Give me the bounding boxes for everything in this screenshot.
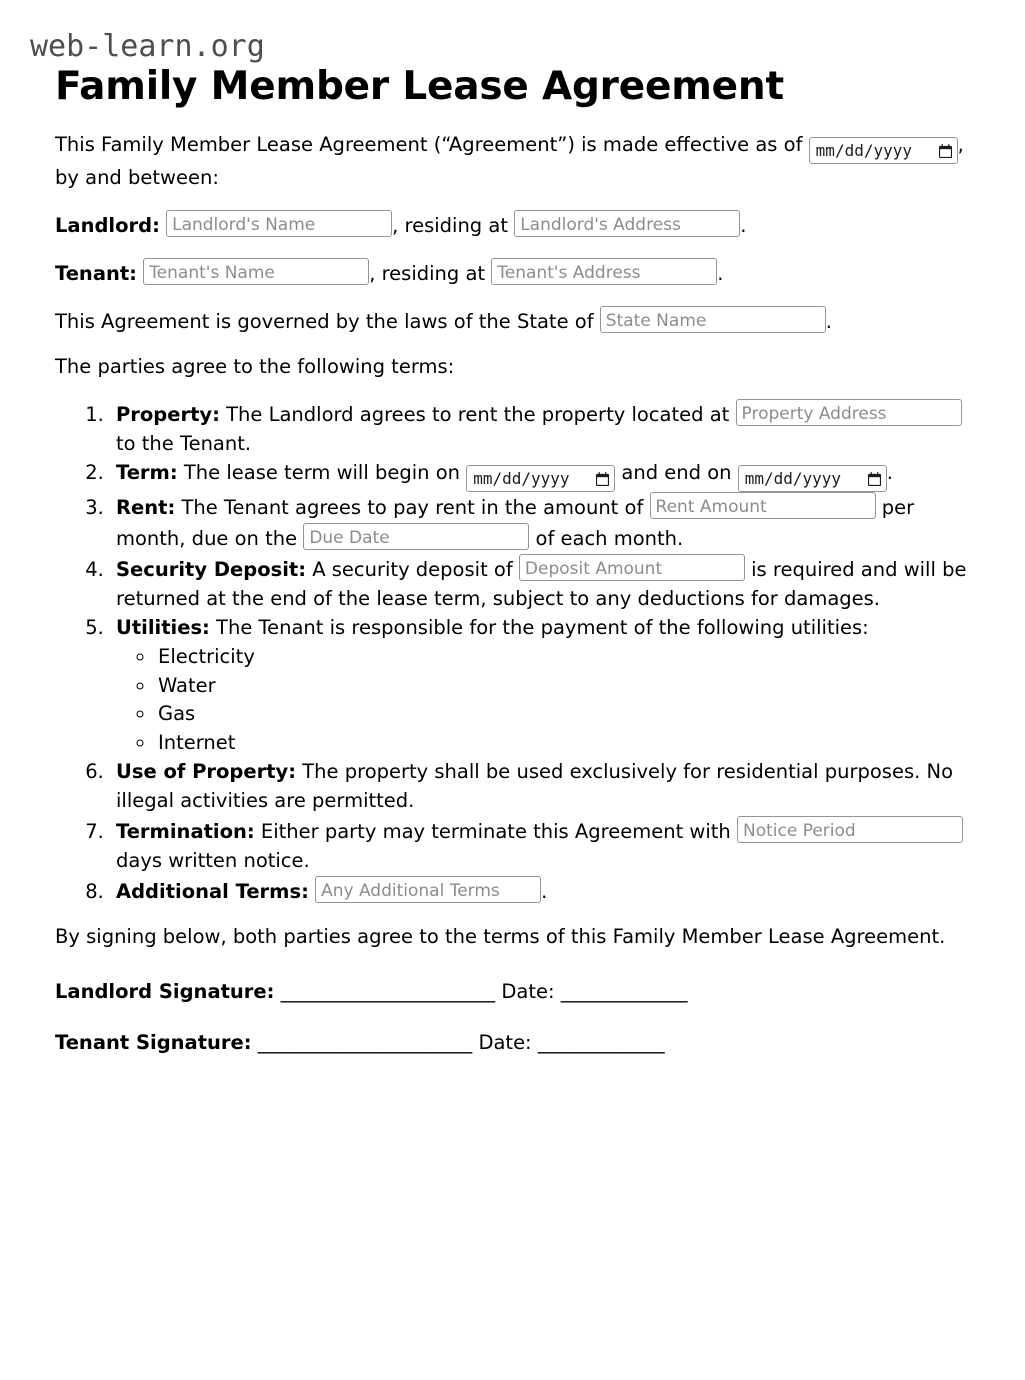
site-logo: web-learn.org bbox=[30, 29, 265, 64]
list-item: ◦ Gas bbox=[156, 700, 977, 729]
closing-paragraph: By signing below, both parties agree to the terms of this Family Member Lease Agreement. bbox=[55, 925, 946, 949]
term-text-before: The lease term will begin on bbox=[177, 461, 460, 485]
rent-amount-input[interactable] bbox=[650, 492, 876, 519]
landlord-signature-line[interactable]: ______________________ bbox=[280, 980, 496, 1004]
landlord-residing-text: , residing at bbox=[392, 213, 508, 237]
intro-paragraph bbox=[55, 131, 977, 193]
calendar-icon[interactable] bbox=[596, 472, 609, 486]
utilities-list bbox=[116, 643, 977, 758]
termination-label: Termination: bbox=[116, 819, 255, 843]
property-address-placeholder: Property Address bbox=[741, 404, 887, 425]
additional-terms-input[interactable] bbox=[315, 876, 541, 903]
additional-terms-label: Additional Terms: bbox=[116, 879, 309, 903]
lease-start-date-input[interactable] bbox=[466, 465, 615, 492]
notice-period-placeholder: Notice Period bbox=[742, 820, 856, 841]
property-address-input[interactable] bbox=[736, 399, 962, 426]
term-item-term bbox=[110, 459, 977, 492]
landlord-date-line[interactable]: _____________ bbox=[560, 980, 688, 1004]
landlord-address-placeholder: Landlord's Address bbox=[520, 214, 681, 235]
document-body bbox=[28, 131, 997, 953]
calendar-icon[interactable] bbox=[868, 472, 881, 486]
term-item-security-deposit bbox=[110, 554, 977, 614]
landlord-paragraph bbox=[55, 210, 977, 241]
term-item-property bbox=[110, 399, 977, 459]
property-text-before: The Landlord agrees to rent the property located at bbox=[219, 403, 730, 427]
security-deposit-label: Security Deposit: bbox=[116, 558, 307, 582]
landlord-date-label: Date: bbox=[501, 980, 555, 1004]
rent-amount-placeholder: Rent Amount bbox=[655, 497, 767, 518]
lease-end-date-input[interactable] bbox=[738, 465, 887, 492]
lease-start-date-placeholder: mm/dd/yyyy bbox=[473, 469, 570, 489]
term-label: Term: bbox=[116, 461, 178, 485]
tenant-signature-row bbox=[55, 1029, 997, 1058]
page-title: Family Member Lease Agreement bbox=[55, 64, 784, 109]
signature-block bbox=[28, 978, 997, 1058]
property-label: Property: bbox=[116, 403, 220, 427]
landlord-signature-label: Landlord Signature: bbox=[55, 980, 275, 1004]
term-text-after: . bbox=[886, 461, 893, 485]
tenant-date-line[interactable]: _____________ bbox=[537, 1031, 665, 1055]
term-item-additional-terms bbox=[110, 876, 977, 907]
notice-period-input[interactable] bbox=[737, 816, 963, 843]
rent-label: Rent: bbox=[116, 496, 176, 520]
term-item-utilities bbox=[110, 614, 977, 758]
deposit-amount-input[interactable] bbox=[519, 554, 745, 581]
list-item: ◦ Internet bbox=[156, 729, 977, 758]
tenant-date-label: Date: bbox=[478, 1031, 532, 1055]
use-of-property-text: The property shall be used exclusively for residential purposes. No illegal activities are permitted. bbox=[116, 760, 954, 812]
rent-text-after: of each month. bbox=[535, 527, 684, 551]
terms-list bbox=[55, 399, 977, 906]
effective-date-input[interactable] bbox=[809, 137, 958, 164]
property-text-after: to the Tenant. bbox=[116, 432, 252, 456]
effective-date-placeholder: mm/dd/yyyy bbox=[815, 140, 912, 160]
rent-text-before: The Tenant agrees to pay rent in the amount of bbox=[175, 496, 644, 520]
tenant-address-input[interactable] bbox=[491, 258, 717, 285]
additional-terms-placeholder: Any Additional Terms bbox=[321, 880, 500, 901]
tenant-period: . bbox=[717, 261, 724, 285]
term-text-between: and end on bbox=[621, 461, 732, 485]
deposit-amount-placeholder: Deposit Amount bbox=[524, 559, 663, 580]
governing-law-period: . bbox=[825, 309, 832, 333]
use-of-property-label: Use of Property: bbox=[116, 760, 297, 784]
landlord-label: Landlord: bbox=[55, 213, 160, 237]
landlord-name-placeholder: Landlord's Name bbox=[172, 214, 316, 235]
tenant-label: Tenant: bbox=[55, 261, 137, 285]
list-item: ◦ Water bbox=[156, 672, 977, 701]
security-deposit-text-before: A security deposit of bbox=[306, 558, 513, 582]
termination-text-after: days written notice. bbox=[116, 848, 310, 872]
landlord-signature-row bbox=[55, 978, 997, 1007]
terms-lead-in: The parties agree to the following terms: bbox=[55, 355, 455, 379]
tenant-residing-text: , residing at bbox=[369, 261, 486, 285]
tenant-name-input[interactable] bbox=[143, 258, 369, 285]
state-name-placeholder: State Name bbox=[605, 310, 707, 331]
term-item-termination bbox=[110, 816, 977, 876]
page-bottom-whitespace bbox=[28, 1080, 997, 1380]
due-date-input[interactable] bbox=[303, 523, 529, 550]
tenant-name-placeholder: Tenant's Name bbox=[149, 262, 275, 283]
landlord-address-input[interactable] bbox=[514, 210, 740, 237]
security-deposit-text-after: is required and will be returned at the end of the lease term, subject to any deductions for damages. bbox=[116, 558, 967, 610]
additional-terms-period: . bbox=[541, 879, 548, 903]
state-name-input[interactable] bbox=[600, 306, 826, 333]
lease-end-date-placeholder: mm/dd/yyyy bbox=[744, 469, 842, 489]
intro-text-after-date: , by and between: bbox=[55, 132, 964, 189]
landlord-name-input[interactable] bbox=[166, 210, 392, 237]
tenant-paragraph bbox=[55, 258, 977, 289]
calendar-icon[interactable] bbox=[939, 144, 952, 158]
utilities-text: The Tenant is responsible for the payment of the following utilities: bbox=[209, 615, 869, 639]
governing-law-text: This Agreement is governed by the laws of the State of bbox=[55, 309, 594, 333]
rent-text-middle: per month, due on the bbox=[116, 496, 915, 551]
intro-text-before-date: This Family Member Lease Agreement (“Agreement”) is made effective as of bbox=[55, 132, 803, 156]
tenant-signature-line[interactable]: ______________________ bbox=[257, 1031, 473, 1055]
utilities-label: Utilities: bbox=[116, 615, 210, 639]
list-item: ◦ Electricity bbox=[156, 643, 977, 672]
due-date-placeholder: Due Date bbox=[309, 528, 390, 549]
term-item-rent bbox=[110, 492, 977, 554]
tenant-address-placeholder: Tenant's Address bbox=[497, 262, 641, 283]
tenant-signature-label: Tenant Signature: bbox=[55, 1031, 252, 1055]
landlord-period: . bbox=[740, 213, 747, 237]
term-item-use-of-property bbox=[110, 758, 977, 816]
governing-law-paragraph bbox=[55, 306, 977, 337]
termination-text-before: Either party may terminate this Agreement with bbox=[254, 819, 731, 843]
